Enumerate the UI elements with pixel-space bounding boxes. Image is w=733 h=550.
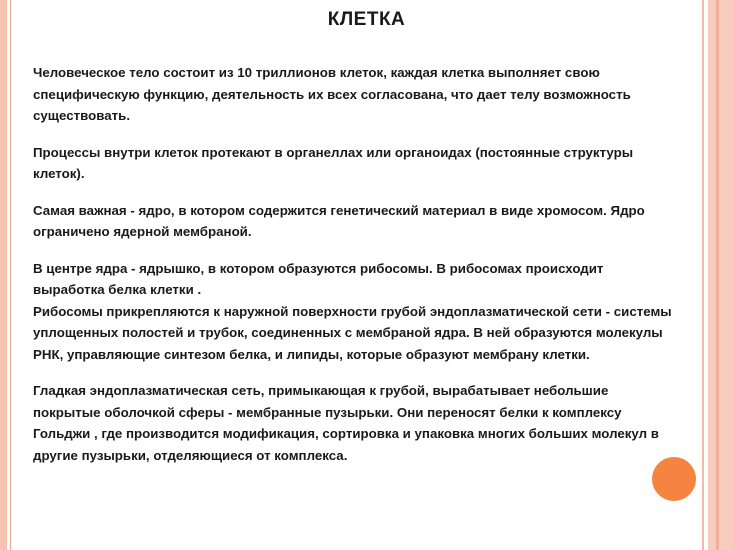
paragraph-ribosomes: Рибосомы прикрепляются к наружной поверхности грубой эндоплазматической сети - системы уплощенных полостей и трубок, соединенных с мембраной ядра. В ней образуются молекулы РНК, управляющие синтезом белка, и липиды, которые образуют мембрану клетки. [33,303,672,362]
paragraph-organelles: Процессы внутри клеток протекают в органеллах или органоидах (постоянные структуры клеток). [33,144,634,181]
decorative-circle [652,457,696,501]
left-border-band [0,0,7,550]
left-border-line [10,0,11,550]
right-border-band [708,0,733,550]
slide-title: КЛЕТКА [327,9,406,30]
paragraph-nucleus: Самая важная - ядро, в котором содержится генетический материал в виде хромосом. Ядро ограничено ядерной мембраной. [33,202,645,239]
right-border-line [702,0,704,550]
paragraph-cells-count: Человеческое тело состоит из 10 триллионов клеток, каждая клетка выполняет свою специфическую функцию, деятельность их всех согласована, что дает телу возможность существовать. [33,65,631,123]
paragraph-smooth-er: Гладкая эндоплазматическая сеть, примыкающая к грубой, вырабатывает небольшие покрытые оболочкой сферы - мембранные пузырьки. Они переносят белки к комплексу Гольджи , где производится модификация, сортировка и упаковка многих больших молекул в другие пузырьки, отделяющиеся от комплекса. [33,383,659,463]
paragraph-nucleolus: В центре ядра - ядрышко, в котором образуются рибосомы. В рибосомах происходит выработка белка клетки . [33,260,604,297]
right-border-stripe [716,0,719,550]
slide-body [33,62,673,481]
